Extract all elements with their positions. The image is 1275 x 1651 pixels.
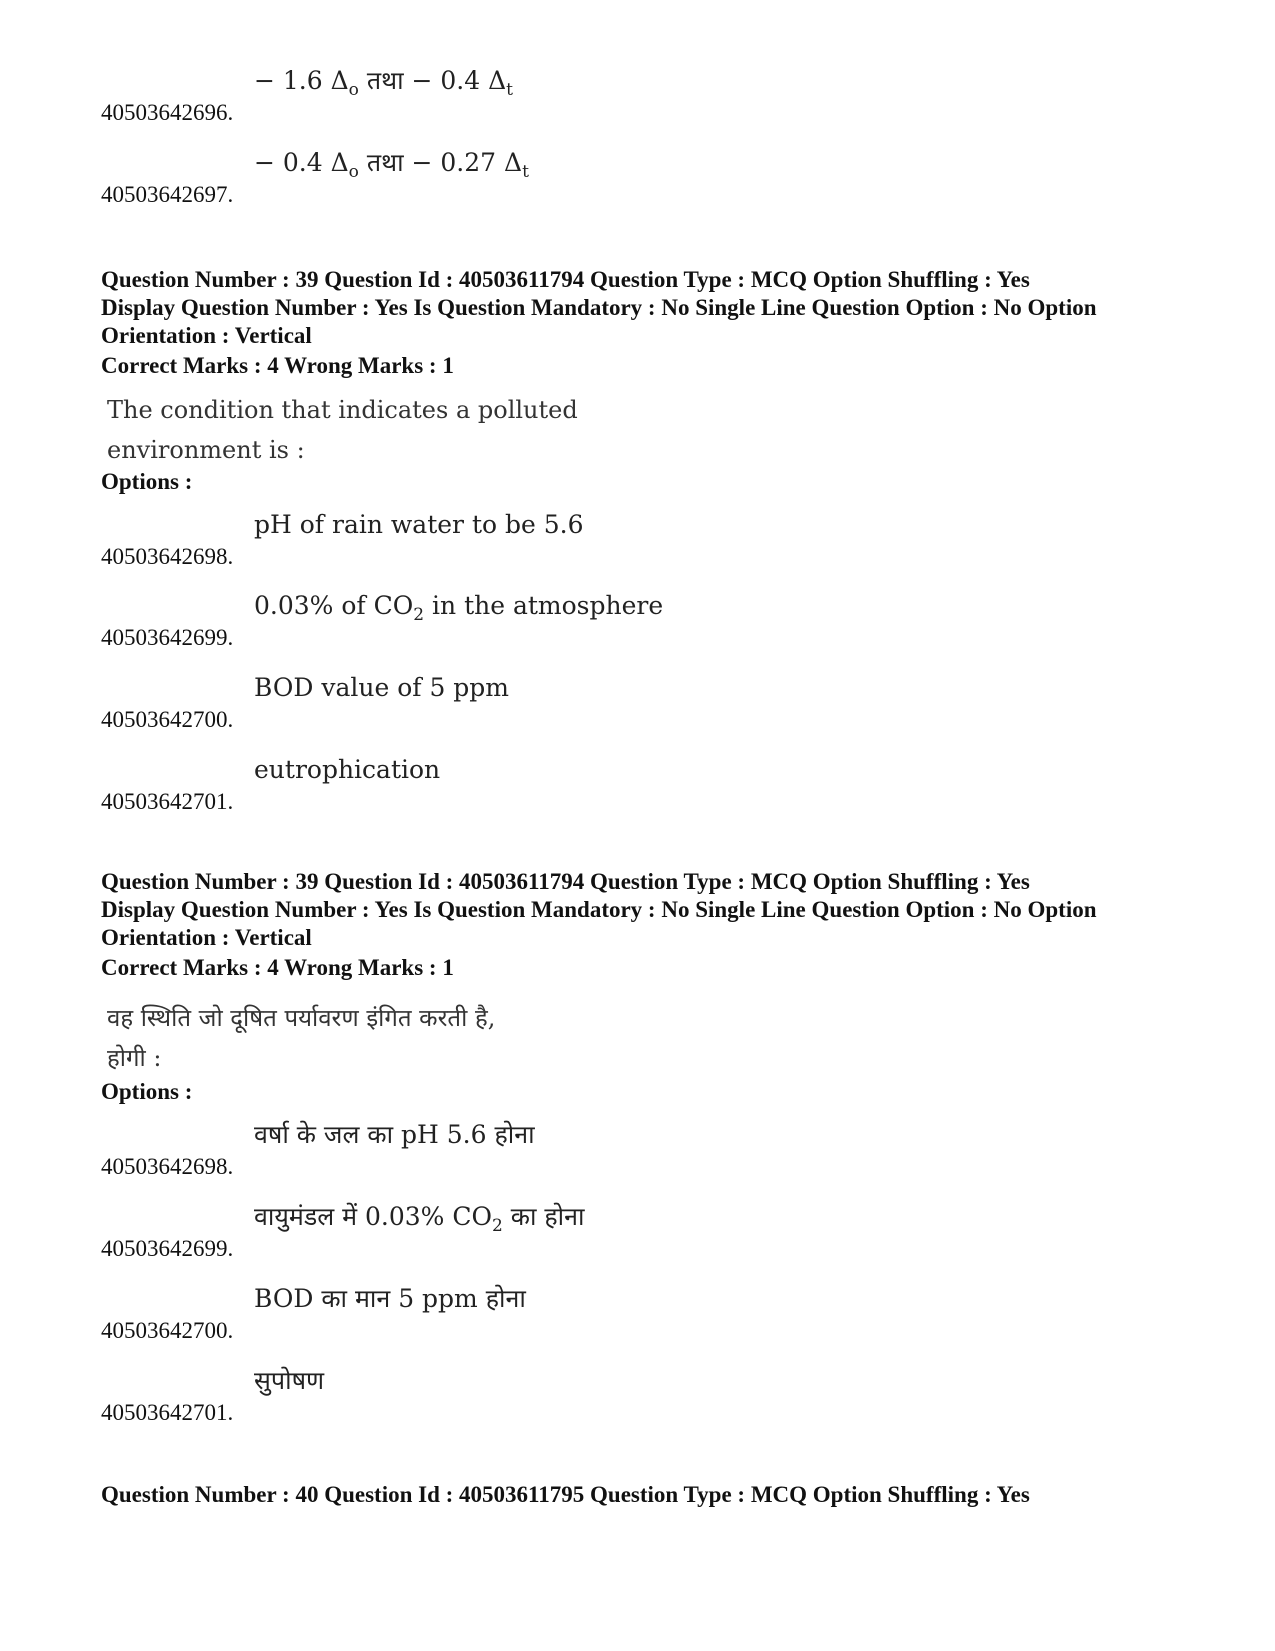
option-row [101, 148, 1181, 208]
option-id: 40503642701. [101, 789, 234, 814]
header-line: Orientation : Vertical [101, 323, 312, 348]
option-row [101, 1366, 1181, 1426]
option-row [101, 755, 1181, 815]
header-line: Question Number : 39 Question Id : 40503611794 Question Type : MCQ Option Shuffling : Yes [101, 869, 1030, 894]
option-text: 0.03% of $CO_2$ in the atmosphere [254, 591, 664, 625]
question-text-line: वह स्थिति जो दूषित पर्यावरण इंगित करती है, [107, 1004, 496, 1032]
header-line: Question Number : 39 Question Id : 40503611794 Question Type : MCQ Option Shuffling : Yes [101, 267, 1030, 292]
option-id: 40503642698. [101, 544, 234, 569]
question-text [107, 390, 667, 470]
question-header [101, 266, 1201, 350]
option-id: 40503642696. [101, 100, 234, 125]
option-row [101, 1202, 1181, 1262]
option-text: pH of rain water to be 5.6 [254, 510, 584, 539]
marks-line: Correct Marks : 4 Wrong Marks : 1 [101, 955, 454, 980]
question-text-line: The condition that indicates a polluted [107, 396, 578, 424]
option-id: 40503642700. [101, 707, 234, 732]
option-text: eutrophication [254, 755, 441, 784]
option-text: वर्षा के जल का pH 5.6 होना [254, 1120, 535, 1149]
option-id: 40503642697. [101, 182, 234, 207]
option-id: 40503642699. [101, 625, 234, 650]
option-row [101, 673, 1181, 733]
option-text: सुपोषण [254, 1366, 325, 1395]
header-line: Question Number : 40 Question Id : 40503611795 Question Type : MCQ Option Shuffling : Yes [101, 1482, 1030, 1507]
question-text-line: होगी : [107, 1044, 162, 1072]
header-line: Display Question Number : Yes Is Question Mandatory : No Single Line Question Option : No Option [101, 897, 1097, 922]
question-header [101, 1481, 1201, 1509]
option-row [101, 591, 1181, 651]
option-row [101, 1284, 1181, 1344]
option-id: 40503642701. [101, 1400, 234, 1425]
option-text: BOD value of 5 ppm [254, 673, 510, 702]
options-label: Options : [101, 469, 193, 494]
header-line: Orientation : Vertical [101, 925, 312, 950]
header-line: Display Question Number : Yes Is Question Mandatory : No Single Line Question Option : No Option [101, 295, 1097, 320]
question-text [107, 998, 667, 1078]
option-text: − 1.6 $\Delta_o$ तथा − 0.4 $\Delta_t$ [254, 66, 513, 100]
question-text-line: environment is : [107, 436, 305, 464]
option-text: − 0.4 $\Delta_o$ तथा − 0.27 $\Delta_t$ [254, 148, 529, 182]
option-row [101, 1120, 1181, 1180]
options-label: Options : [101, 1079, 193, 1104]
question-header [101, 868, 1201, 952]
option-id: 40503642700. [101, 1318, 234, 1343]
option-text: BOD का मान 5 ppm होना [254, 1284, 526, 1313]
marks-line: Correct Marks : 4 Wrong Marks : 1 [101, 353, 454, 378]
option-row [101, 66, 1181, 126]
option-id: 40503642699. [101, 1236, 234, 1261]
option-row [101, 510, 1181, 570]
option-text: वायुमंडल में 0.03% $CO_2$ का होना [254, 1202, 585, 1236]
option-id: 40503642698. [101, 1154, 234, 1179]
